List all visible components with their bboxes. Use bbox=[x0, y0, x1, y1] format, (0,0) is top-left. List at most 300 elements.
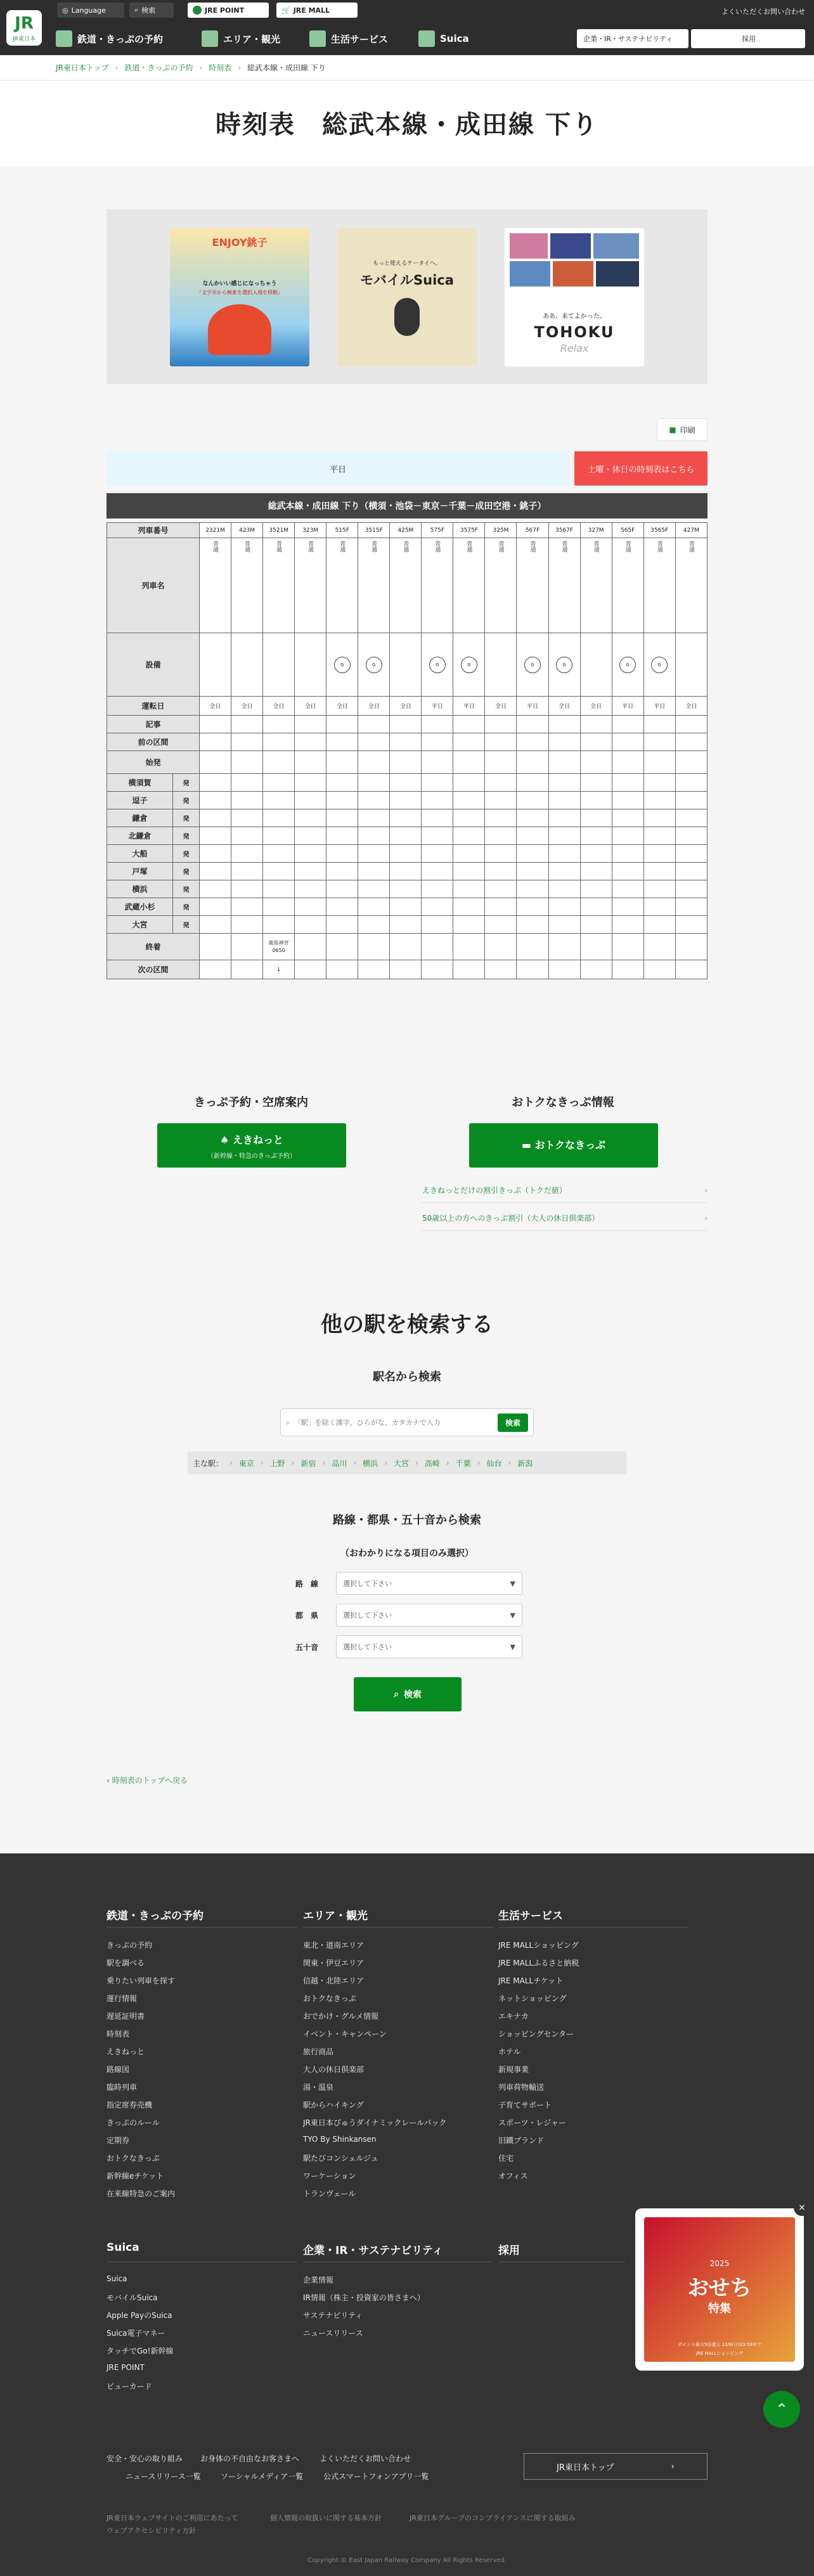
green-car-icon: G bbox=[619, 657, 636, 673]
penguin-illustration bbox=[394, 298, 420, 336]
operating-days: 平日 bbox=[517, 697, 548, 716]
time-cell bbox=[453, 827, 485, 845]
time-cell bbox=[263, 916, 295, 934]
time-cell bbox=[485, 898, 517, 916]
footer-link[interactable]: タッチでGo!新幹線 bbox=[107, 2347, 174, 2355]
time-cell bbox=[453, 774, 485, 792]
footer-small-link[interactable]: 個人情報の取扱いに関する基本方針 bbox=[270, 2514, 382, 2522]
banner-mobile-suica[interactable] bbox=[337, 228, 477, 366]
next-cell bbox=[643, 960, 675, 979]
operating-days: 全日 bbox=[231, 697, 263, 716]
time-cell bbox=[422, 809, 453, 827]
time-cell bbox=[548, 809, 580, 827]
banner-tohoku[interactable] bbox=[505, 228, 644, 366]
time-cell bbox=[358, 845, 390, 863]
printer-icon: ■ bbox=[669, 425, 676, 434]
facility-cell bbox=[548, 633, 580, 697]
time-cell bbox=[231, 716, 263, 733]
time-cell bbox=[453, 845, 485, 863]
footer-link[interactable]: Apple PayのSuica bbox=[107, 2311, 172, 2320]
footer-link[interactable]: 子育てサポート bbox=[498, 2101, 552, 2109]
footer-link[interactable]: 在来線特急のご案内 bbox=[107, 2189, 176, 2198]
train-type-cell bbox=[422, 538, 453, 633]
time-cell bbox=[358, 716, 390, 733]
site-header bbox=[0, 0, 814, 55]
pref-select[interactable]: 選択して下さい ▼ bbox=[336, 1604, 522, 1626]
time-cell bbox=[517, 751, 548, 774]
footer-link[interactable]: えきねっと bbox=[107, 2047, 145, 2056]
facility-cell bbox=[263, 633, 295, 697]
back-to-timetable-top[interactable]: ‹ 時刻表のトップへ戻る bbox=[107, 1776, 188, 1785]
time-cell bbox=[580, 880, 612, 898]
time-cell bbox=[517, 880, 548, 898]
time-cell bbox=[295, 827, 326, 845]
page-top-button[interactable] bbox=[763, 2391, 800, 2428]
train-number[interactable]: 2321M bbox=[200, 523, 231, 538]
footer-corp-title[interactable]: 企業・IR・サステナビリティ bbox=[303, 2244, 443, 2257]
time-cell bbox=[580, 898, 612, 916]
time-cell bbox=[548, 898, 580, 916]
operating-days: 全日 bbox=[326, 697, 358, 716]
time-cell bbox=[548, 916, 580, 934]
route-label: 路 線 bbox=[295, 1579, 319, 1588]
search-icon: ⌕ bbox=[134, 6, 139, 14]
station-name: 横浜 bbox=[107, 880, 173, 898]
breadcrumb-top[interactable]: JR東日本トップ bbox=[56, 63, 109, 72]
facility-cell bbox=[231, 633, 263, 697]
operating-days: 全日 bbox=[548, 697, 580, 716]
dep-label: 発 bbox=[173, 792, 200, 809]
dep-label: 発 bbox=[173, 845, 200, 863]
operating-days: 全日 bbox=[580, 697, 612, 716]
footer-bottom-link[interactable]: 公式スマートフォンアプリ一覧 bbox=[323, 2472, 429, 2481]
next-cell bbox=[326, 960, 358, 979]
time-cell bbox=[263, 827, 295, 845]
footer-link[interactable]: おトクなきっぷ bbox=[303, 1994, 356, 2003]
main-station-link[interactable]: 千葉 bbox=[455, 1459, 471, 1468]
time-cell bbox=[485, 716, 517, 733]
footer-link[interactable]: 旧鐵ブランド bbox=[498, 2136, 545, 2145]
main-station-link[interactable]: 横浜 bbox=[363, 1459, 378, 1468]
row-label: 前の区間 bbox=[107, 733, 200, 751]
footer-link[interactable]: 乗りたい列車を探す bbox=[107, 1976, 176, 1985]
photo-thumb bbox=[550, 233, 591, 259]
footer-small-link[interactable]: JR東日本グループのコンプライアンスに関する取組み bbox=[410, 2514, 576, 2522]
green-car-icon: G bbox=[429, 657, 446, 673]
station-sep: › bbox=[415, 1459, 418, 1467]
footer-link[interactable]: IR情報（株主・投資家の皆さまへ） bbox=[303, 2293, 425, 2302]
otona-link[interactable]: 50歳以上の方へのきっぷ割引（大人の休日倶楽部） › bbox=[421, 1206, 707, 1231]
main-station-link[interactable]: 新宿 bbox=[300, 1459, 316, 1468]
train-number[interactable]: 565F bbox=[612, 523, 643, 538]
chevron-down-icon: ▼ bbox=[510, 1611, 515, 1620]
jre-mall-button[interactable]: 🛒 JRE MALL bbox=[276, 3, 358, 18]
station-sep: › bbox=[384, 1459, 387, 1467]
footer-bottom-link[interactable]: お身体の不自由なお客さまへ bbox=[200, 2454, 300, 2463]
footer-link[interactable]: オフィス bbox=[498, 2172, 528, 2180]
other-stations-title: 他の駅を検索する bbox=[321, 1312, 493, 1337]
station-sep: › bbox=[260, 1459, 264, 1467]
station-sep: › bbox=[229, 1459, 233, 1467]
time-cell bbox=[200, 733, 231, 751]
time-cell bbox=[612, 751, 643, 774]
footer-link[interactable]: TYO By Shinkansen bbox=[303, 2135, 377, 2144]
footer-link[interactable]: JR東日本びゅうダイナミックレールパック bbox=[303, 2118, 447, 2127]
main-station-link[interactable]: 品川 bbox=[332, 1459, 347, 1468]
corp-button[interactable]: 企業・IR・サステナビリティ bbox=[577, 29, 688, 48]
footer-link[interactable]: Suica bbox=[107, 2274, 127, 2283]
dep-label: 発 bbox=[173, 898, 200, 916]
train-number[interactable]: 323M bbox=[295, 523, 326, 538]
footer-link[interactable]: おでかけ・グルメ情報 bbox=[303, 2012, 379, 2021]
train-type: 普通 bbox=[560, 541, 567, 552]
footer-link[interactable]: 駅たびコンシェルジュ bbox=[303, 2154, 378, 2163]
time-cell bbox=[295, 880, 326, 898]
footer-link[interactable]: Suica電子マネー bbox=[107, 2329, 165, 2338]
time-cell bbox=[517, 716, 548, 733]
footer-link[interactable]: ワーケーション bbox=[303, 2172, 356, 2180]
divider bbox=[498, 1927, 688, 1928]
train-number[interactable]: 325M bbox=[485, 523, 517, 538]
time-cell bbox=[390, 792, 422, 809]
footer-bottom-link[interactable]: 安全・安心の取り組み bbox=[107, 2454, 183, 2463]
footer-link[interactable]: 駅からハイキング bbox=[303, 2101, 364, 2109]
footer-link[interactable]: スポーツ・レジャー bbox=[498, 2118, 566, 2127]
next-cell bbox=[358, 960, 390, 979]
weekday-tab[interactable]: 平日 bbox=[107, 451, 569, 486]
train-type: 普通 bbox=[465, 541, 472, 552]
time-cell bbox=[231, 880, 263, 898]
time-cell bbox=[231, 863, 263, 880]
search-by-name-heading: 駅名から検索 bbox=[373, 1370, 441, 1384]
station-name: 大宮 bbox=[107, 916, 173, 934]
footer-link[interactable]: 定期券 bbox=[107, 2136, 130, 2145]
time-cell bbox=[422, 733, 453, 751]
row-label: 運転日 bbox=[107, 697, 200, 716]
footer-small-link[interactable]: JR東日本ウェブサイトのご利用にあたって bbox=[107, 2514, 238, 2522]
facility-cell bbox=[358, 633, 390, 697]
jre-point-button[interactable]: JRE POINT bbox=[188, 3, 269, 18]
time-cell bbox=[580, 774, 612, 792]
footer-link[interactable]: 大人の休日倶楽部 bbox=[303, 2065, 365, 2074]
next-cell bbox=[485, 960, 517, 979]
footer-link[interactable]: 新規事業 bbox=[498, 2065, 529, 2074]
divider bbox=[303, 1927, 493, 1928]
time-cell bbox=[675, 880, 707, 898]
time-cell bbox=[485, 863, 517, 880]
time-cell bbox=[580, 863, 612, 880]
time-cell bbox=[326, 774, 358, 792]
train-number[interactable]: 3565F bbox=[643, 523, 675, 538]
main-station-link[interactable]: 高崎 bbox=[424, 1459, 440, 1468]
main-station-link[interactable]: 大宮 bbox=[393, 1459, 409, 1468]
train-number[interactable]: 567F bbox=[517, 523, 548, 538]
train-number[interactable]: 3515F bbox=[358, 523, 390, 538]
time-cell bbox=[580, 716, 612, 733]
train-type-cell bbox=[485, 538, 517, 633]
footer-link[interactable]: JRE MALLショッピング bbox=[498, 1941, 579, 1950]
footer-link[interactable]: きっぷのルール bbox=[107, 2118, 160, 2127]
print-button[interactable]: ■ 印刷 bbox=[657, 418, 707, 441]
footer-link[interactable]: 列車荷物輸送 bbox=[498, 2083, 545, 2092]
footer-link[interactable]: きっぷの予約 bbox=[107, 1941, 153, 1950]
time-cell bbox=[675, 916, 707, 934]
train-number[interactable]: 327M bbox=[580, 523, 612, 538]
train-number[interactable]: 3567F bbox=[548, 523, 580, 538]
train-type: 普通 bbox=[339, 541, 346, 552]
footer-link[interactable]: JRE MALLふるさと納税 bbox=[498, 1959, 579, 1967]
time-cell bbox=[295, 845, 326, 863]
route-select[interactable]: 選択して下さい ▼ bbox=[336, 1572, 522, 1595]
time-cell bbox=[675, 716, 707, 733]
facility-cell bbox=[326, 633, 358, 697]
train-type-cell bbox=[517, 538, 548, 633]
footer-link[interactable]: ショッピングセンター bbox=[498, 2030, 574, 2038]
footer-link[interactable]: 駅を調べる bbox=[107, 1959, 145, 1967]
breadcrumb-current: 総武本線・成田線 下り bbox=[247, 63, 326, 72]
station-name: 大船 bbox=[107, 845, 173, 863]
footer-bottom-link[interactable]: よくいただくお問い合わせ bbox=[320, 2454, 411, 2463]
station-search-input[interactable] bbox=[294, 1419, 494, 1427]
time-cell bbox=[200, 792, 231, 809]
time-cell bbox=[422, 898, 453, 916]
time-cell bbox=[612, 845, 643, 863]
time-cell bbox=[580, 751, 612, 774]
footer-link[interactable]: JRE POINT bbox=[107, 2363, 145, 2372]
train-number[interactable]: 427M bbox=[675, 523, 707, 538]
next-cell bbox=[295, 960, 326, 979]
footer-link[interactable]: おトクなきっぷ bbox=[107, 2154, 160, 2163]
main-station-link[interactable]: 新潟 bbox=[517, 1459, 533, 1468]
footer-link[interactable]: ホテル bbox=[498, 2047, 521, 2056]
footer-small-link[interactable]: ウェブアクセシビリティ方針 bbox=[107, 2527, 197, 2535]
time-cell bbox=[358, 809, 390, 827]
time-cell bbox=[200, 863, 231, 880]
train-number[interactable]: 575F bbox=[422, 523, 453, 538]
time-cell bbox=[453, 898, 485, 916]
time-cell bbox=[422, 845, 453, 863]
time-cell bbox=[326, 809, 358, 827]
photo-thumb bbox=[596, 261, 639, 287]
train-number[interactable]: 425M bbox=[390, 523, 422, 538]
banner-suica-tagline: もっと使えるケータイへ。 bbox=[373, 261, 441, 267]
banner-choshi[interactable] bbox=[170, 228, 309, 366]
footer-link[interactable]: ネットショッピング bbox=[498, 1994, 567, 2003]
photo-thumb bbox=[510, 261, 550, 287]
dep-label: 発 bbox=[173, 916, 200, 934]
operating-days: 平日 bbox=[643, 697, 675, 716]
osechi-sub: 特集 bbox=[708, 2302, 731, 2315]
search-by-route-heading: 路線・都県・五十音から検索 bbox=[333, 1514, 481, 1527]
jr-logo-subtitle: JR東日本 bbox=[13, 36, 36, 42]
operating-days: 全日 bbox=[358, 697, 390, 716]
train-number[interactable]: 515F bbox=[326, 523, 358, 538]
footer-link[interactable]: JRE MALLチケット bbox=[498, 1976, 564, 1985]
jr-east-logo[interactable] bbox=[6, 10, 42, 46]
row-label: 記事 bbox=[107, 716, 200, 733]
train-number[interactable]: 3521M bbox=[263, 523, 295, 538]
time-cell bbox=[675, 792, 707, 809]
train-number[interactable]: 3575F bbox=[453, 523, 485, 538]
footer-link[interactable]: 東北・道南エリア bbox=[303, 1941, 365, 1950]
time-cell bbox=[517, 827, 548, 845]
time-cell bbox=[548, 733, 580, 751]
time-cell bbox=[390, 845, 422, 863]
time-cell bbox=[326, 898, 358, 916]
footer-link[interactable]: 湯・温泉 bbox=[303, 2083, 334, 2092]
footer-link[interactable]: 住宅 bbox=[498, 2154, 514, 2163]
weekend-link-button[interactable]: 土曜・休日の時刻表はこちら bbox=[574, 451, 707, 486]
nav-suica[interactable]: Suica bbox=[418, 29, 469, 48]
time-cell bbox=[612, 716, 643, 733]
time-cell bbox=[295, 863, 326, 880]
footer-link[interactable]: イベント・キャンペーン bbox=[303, 2030, 387, 2038]
operating-days: 平日 bbox=[612, 697, 643, 716]
jr-east-top-button[interactable]: JR東日本トップ › bbox=[524, 2453, 707, 2480]
search-by-route-note: （おわかりになる項目のみ選択） bbox=[340, 1549, 474, 1559]
time-cell bbox=[643, 916, 675, 934]
time-cell bbox=[517, 863, 548, 880]
footer-link[interactable]: 遅延証明書 bbox=[107, 2012, 145, 2021]
footer-link[interactable]: 指定席券売機 bbox=[107, 2101, 153, 2109]
kana-row bbox=[292, 1635, 522, 1658]
next-cell bbox=[390, 960, 422, 979]
train-type-cell bbox=[643, 538, 675, 633]
time-cell bbox=[263, 751, 295, 774]
footer-link[interactable]: エキナカ bbox=[498, 2012, 529, 2021]
footer-link[interactable]: 運行情報 bbox=[107, 1994, 138, 2003]
time-cell bbox=[612, 863, 643, 880]
osechi-title: おせち bbox=[687, 2276, 752, 2301]
time-cell bbox=[548, 845, 580, 863]
nav-area[interactable]: エリア・観光 bbox=[202, 29, 280, 48]
seat-icon: ♠ bbox=[220, 1134, 233, 1146]
footer-link[interactable]: ニュースリリース bbox=[303, 2329, 363, 2338]
footer-recruit-title[interactable]: 採用 bbox=[498, 2244, 520, 2257]
time-cell bbox=[580, 827, 612, 845]
time-cell bbox=[453, 733, 485, 751]
footer-link[interactable]: 旅行商品 bbox=[303, 2047, 334, 2056]
popup-close-button[interactable]: × bbox=[794, 2199, 810, 2216]
footer-link[interactable]: トランヴェール bbox=[303, 2189, 356, 2198]
facility-cell bbox=[580, 633, 612, 697]
time-cell bbox=[422, 863, 453, 880]
footer-col2-title[interactable]: エリア・観光 bbox=[303, 1910, 368, 1922]
jre-point-icon bbox=[193, 6, 202, 15]
time-cell bbox=[295, 751, 326, 774]
main-station-link[interactable]: 東京 bbox=[238, 1459, 254, 1468]
time-cell bbox=[390, 733, 422, 751]
footer-suica-title[interactable]: Suica bbox=[107, 2241, 139, 2254]
row-label: 設備 bbox=[107, 633, 200, 697]
time-cell bbox=[390, 898, 422, 916]
ticket-icon: ▬ bbox=[521, 1139, 535, 1151]
jr-logo-mark: JR bbox=[15, 14, 34, 33]
time-cell bbox=[326, 827, 358, 845]
dep-label: 発 bbox=[173, 880, 200, 898]
time-cell bbox=[580, 733, 612, 751]
train-type: 普通 bbox=[212, 541, 219, 552]
footer-col3-title[interactable]: 生活サービス bbox=[498, 1910, 563, 1922]
time-cell bbox=[358, 751, 390, 774]
nav-life[interactable]: 生活サービス bbox=[309, 29, 388, 48]
recruit-button[interactable]: 採用 bbox=[691, 29, 805, 48]
time-cell bbox=[390, 863, 422, 880]
time-cell bbox=[295, 809, 326, 827]
tokudane-link[interactable]: えきねっとだけの割引きっぷ（トクだ値） › bbox=[421, 1178, 707, 1203]
time-cell bbox=[643, 809, 675, 827]
footer-link[interactable]: 時刻表 bbox=[107, 2030, 130, 2038]
banner-suica-title: モバイルSuica bbox=[360, 273, 454, 288]
time-cell bbox=[517, 733, 548, 751]
time-cell bbox=[612, 898, 643, 916]
footer-link[interactable]: 信越・北陸エリア bbox=[303, 1976, 365, 1985]
dep-label: 発 bbox=[173, 827, 200, 845]
time-cell bbox=[643, 774, 675, 792]
time-cell bbox=[200, 774, 231, 792]
ekinet-button[interactable]: ♠ えきねっと （新幹線・特急のきっぷ予約） bbox=[157, 1123, 346, 1168]
main-station-link[interactable]: 上野 bbox=[269, 1459, 285, 1468]
footer-link[interactable]: 企業情報 bbox=[303, 2276, 334, 2284]
kana-select[interactable]: 選択して下さい ▼ bbox=[336, 1635, 522, 1658]
breadcrumb-rail[interactable]: 鉄道・きっぷの予約 bbox=[124, 63, 193, 72]
main-station-link[interactable]: 仙台 bbox=[486, 1459, 502, 1468]
kana-label: 五十音 bbox=[295, 1642, 319, 1652]
next-cell: ↓ bbox=[263, 960, 295, 979]
chevron-right-icon: › bbox=[704, 1185, 707, 1195]
train-number[interactable]: 423M bbox=[231, 523, 263, 538]
footer-link[interactable]: ビューカード bbox=[107, 2382, 152, 2391]
nav-rail[interactable]: 鉄道・きっぷの予約 bbox=[56, 29, 163, 48]
chevron-left-icon: ‹ bbox=[107, 1776, 112, 1785]
time-cell bbox=[231, 809, 263, 827]
search-button[interactable]: ⌕ 検索 bbox=[129, 3, 174, 18]
next-cell bbox=[517, 960, 548, 979]
time-cell bbox=[517, 845, 548, 863]
green-car-icon: G bbox=[524, 657, 541, 673]
route-search-button[interactable]: ⌕ 検索 bbox=[354, 1677, 462, 1711]
language-button[interactable]: ◎ Language bbox=[57, 3, 124, 18]
train-type-cell bbox=[263, 538, 295, 633]
footer-link[interactable]: サステナビリティ bbox=[303, 2311, 363, 2320]
chevron-right-icon: › bbox=[704, 1213, 707, 1223]
time-cell bbox=[453, 863, 485, 880]
footer-link[interactable]: 路線図 bbox=[107, 2065, 130, 2074]
footer-col1-title[interactable]: 鉄道・きっぷの予約 bbox=[107, 1910, 204, 1922]
faq-link[interactable]: よくいただくお問い合わせ bbox=[721, 8, 805, 16]
footer-bottom-link[interactable]: ニュースリリース一覧 bbox=[126, 2472, 201, 2481]
time-cell bbox=[485, 792, 517, 809]
footer-link[interactable]: 関東・伊豆エリア bbox=[303, 1959, 365, 1967]
footer-link[interactable]: 新幹線eチケット bbox=[107, 2172, 164, 2180]
row-label: 次の区間 bbox=[107, 960, 200, 979]
time-cell bbox=[263, 716, 295, 733]
footer-bottom-link[interactable]: ソーシャルメディア一覧 bbox=[221, 2472, 304, 2481]
time-cell bbox=[643, 880, 675, 898]
footer-link[interactable]: 臨時列車 bbox=[107, 2083, 138, 2092]
osechi-popup[interactable] bbox=[635, 2208, 804, 2371]
time-cell bbox=[675, 774, 707, 792]
station-search-button[interactable]: 検索 bbox=[498, 1414, 528, 1432]
time-cell bbox=[675, 845, 707, 863]
terminal-cell bbox=[612, 934, 643, 960]
breadcrumb-timetable[interactable]: 時刻表 bbox=[209, 63, 232, 72]
discount-ticket-button[interactable]: ▬ おトクなきっぷ bbox=[469, 1123, 658, 1168]
footer-link[interactable]: モバイルSuica bbox=[107, 2293, 158, 2302]
terminal-cell bbox=[422, 934, 453, 960]
time-cell bbox=[548, 880, 580, 898]
row-label: 列車番号 bbox=[107, 523, 200, 538]
